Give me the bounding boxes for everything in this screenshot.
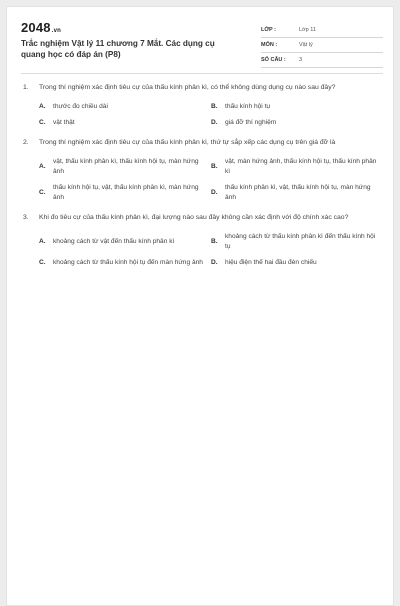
header-divider	[21, 73, 383, 74]
document-page	[6, 6, 394, 606]
meta-info	[261, 25, 383, 70]
question-text: Khi đo tiêu cự của thấu kính phân kì, đại lượng nào sau đây không cần xác định với độ chính xác cao?	[39, 214, 349, 221]
question-number: 1.	[23, 84, 29, 91]
meta-label: LỚP :	[261, 27, 276, 33]
option-a[interactable]	[39, 157, 211, 177]
option-text: vật, thấu kính phân kì, thấu kính hội tụ, màn hứng ảnh	[53, 158, 199, 175]
option-letter: C.	[39, 119, 46, 126]
option-text: khoảng cách từ thấu kính hội tụ đến màn hứng ảnh	[53, 259, 203, 266]
option-letter: A.	[39, 103, 46, 110]
meta-value: 3	[299, 57, 303, 63]
option-letter: C.	[39, 259, 46, 266]
option-text: khoảng cách từ thấu kính phân kì đến thấu kính hội tụ	[225, 233, 376, 250]
question-number: 3.	[23, 214, 29, 221]
meta-label: MÔN :	[261, 42, 278, 48]
option-letter: B.	[211, 163, 218, 170]
option-text: giá đỡ thí nghiệm	[225, 119, 277, 126]
option-letter: D.	[211, 189, 218, 196]
option-text: vật thật	[53, 119, 75, 126]
option-b[interactable]	[211, 157, 383, 177]
answer-options	[23, 102, 383, 128]
question-stem	[23, 83, 383, 93]
option-b[interactable]	[211, 232, 383, 252]
question-number: 2.	[23, 139, 29, 146]
meta-value: Vật lý	[299, 42, 313, 48]
question-3	[23, 213, 383, 268]
question-text: Trong thí nghiệm xác định tiêu cự của thấu kính phân kì, có thể không dùng dụng cụ nào sau đây?	[39, 84, 336, 91]
option-b[interactable]	[211, 102, 383, 112]
option-letter: A.	[39, 238, 46, 245]
question-stem	[23, 138, 383, 148]
option-letter: B.	[211, 238, 218, 245]
option-a[interactable]	[39, 102, 211, 112]
meta-label: SỐ CÂU :	[261, 57, 286, 63]
option-text: thước đo chiều dài	[53, 103, 108, 110]
option-d[interactable]	[211, 183, 383, 203]
option-c[interactable]	[39, 183, 211, 203]
option-c[interactable]	[39, 258, 211, 268]
question-text: Trong thí nghiệm xác định tiêu cự của thấu kính phân kì, thứ tự sắp xếp các dụng cụ trên giá đỡ là	[39, 139, 336, 146]
question-1	[23, 83, 383, 128]
option-text: hiệu điện thế hai đầu đèn chiếu	[225, 259, 317, 266]
option-letter: B.	[211, 103, 218, 110]
option-text: khoảng cách từ vật đến thấu kính phân kì	[53, 238, 175, 245]
meta-row-class	[261, 25, 383, 38]
option-a[interactable]	[39, 232, 211, 252]
document-title: Trắc nghiệm Vật lý 11 chương 7 Mắt. Các dụng cụ quang học có đáp án (P8)	[21, 39, 215, 59]
logo-suffix: .vn	[51, 28, 62, 34]
meta-row-question-count	[261, 55, 383, 68]
question-stem	[23, 213, 383, 223]
option-letter: D.	[211, 119, 218, 126]
meta-row-subject	[261, 40, 383, 53]
option-d[interactable]	[211, 258, 383, 268]
option-d[interactable]	[211, 118, 383, 128]
option-letter: C.	[39, 189, 46, 196]
option-c[interactable]	[39, 118, 211, 128]
option-text: thấu kính hội tụ	[225, 103, 271, 110]
site-logo[interactable]	[21, 20, 61, 35]
answer-options	[23, 232, 383, 268]
logo-text: 2048	[21, 20, 51, 35]
meta-value: Lớp 11	[299, 27, 316, 33]
document-header	[21, 17, 383, 67]
answer-options	[23, 157, 383, 203]
question-list	[23, 83, 383, 278]
option-text: vật, màn hứng ảnh, thấu kính hội tụ, thấu kính phân kì	[225, 158, 377, 175]
option-letter: D.	[211, 259, 218, 266]
option-text: thấu kính phân kì, vật, thấu kính hội tụ, màn hứng ảnh	[225, 184, 371, 201]
option-text: thấu kính hội tụ, vật, thấu kính phân kì, màn hứng ảnh	[53, 184, 199, 201]
question-2	[23, 138, 383, 203]
option-letter: A.	[39, 163, 46, 170]
